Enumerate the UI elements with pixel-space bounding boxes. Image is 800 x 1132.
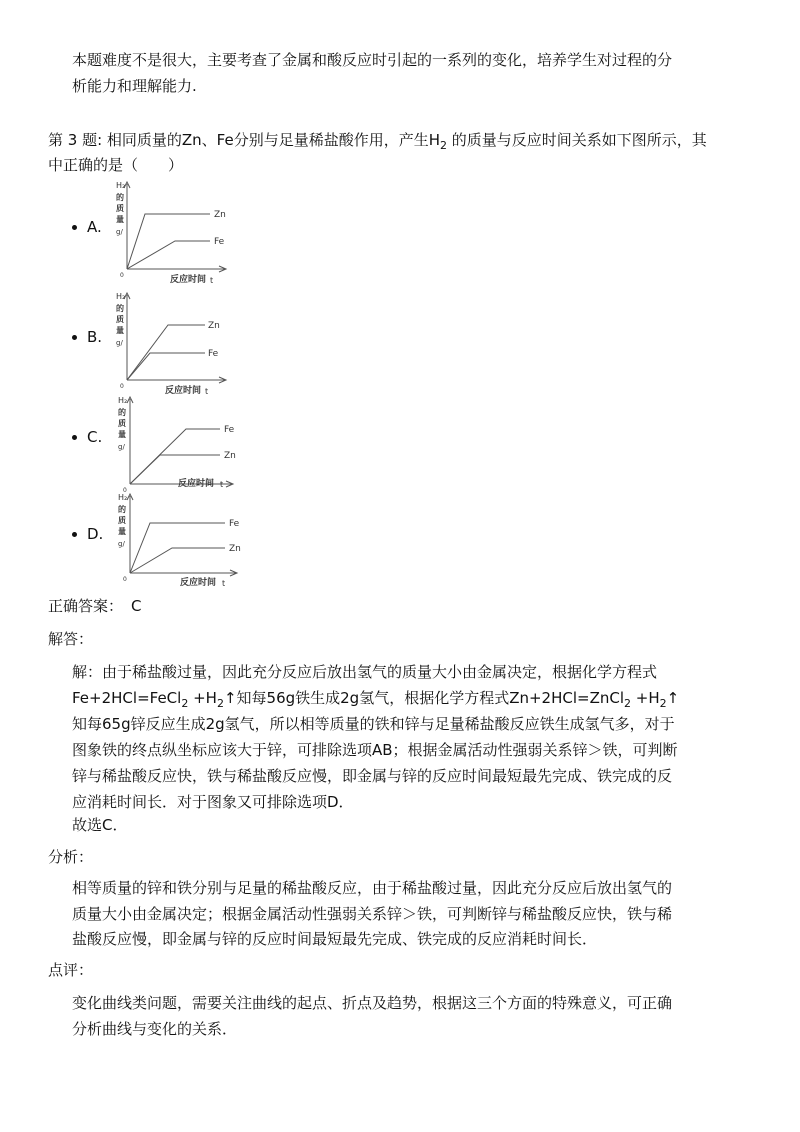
solution-line: 锌与稀盐酸反应快，铁与稀盐酸反应慢，即金属与锌的反应时间最短最先完成、铁完成的反 <box>72 767 673 785</box>
svg-text:Fe: Fe <box>224 425 235 435</box>
series-label-lower: Fe <box>214 237 225 247</box>
svg-text:的: 的 <box>118 505 126 514</box>
analysis-title: 分析： <box>48 848 94 866</box>
svg-text:量: 量 <box>116 215 124 224</box>
svg-text:量: 量 <box>116 326 124 335</box>
comment-title: 点评： <box>48 961 94 979</box>
bullet-icon <box>72 335 77 340</box>
svg-text:g/: g/ <box>116 339 123 347</box>
solution-line: 解：由于稀盐酸过量，因此充分反应后放出氢气的质量大小由金属决定，根据化学方程式 <box>72 663 658 681</box>
intro-line-2: 析能力和理解能力. <box>72 77 197 95</box>
solution-conclusion: 故选C． <box>72 816 128 834</box>
analysis-line: 质量大小由金属决定；根据金属活动性强弱关系锌＞铁，可判断锌与稀盐酸反应快，铁与稀 <box>72 905 673 923</box>
intro-line-1: 本题难度不是很大，主要考查了金属和酸反应时引起的一系列的变化，培养学生对过程的分 <box>72 51 673 69</box>
svg-text:g/: g/ <box>116 228 123 236</box>
svg-text:Zn: Zn <box>229 544 241 554</box>
svg-text:H₂: H₂ <box>116 292 126 301</box>
svg-text:0: 0 <box>123 487 127 494</box>
svg-text:反应时间: 反应时间 <box>165 386 202 396</box>
svg-text:Zn: Zn <box>224 451 236 461</box>
svg-text:0: 0 <box>120 272 124 279</box>
svg-text:质: 质 <box>118 516 126 525</box>
svg-text:H₂: H₂ <box>118 396 128 405</box>
svg-text:质: 质 <box>118 419 126 428</box>
svg-text:的: 的 <box>116 193 124 202</box>
bullet-icon <box>72 532 77 537</box>
svg-text:g/: g/ <box>118 443 125 451</box>
option-d[interactable]: D. <box>72 525 103 543</box>
solution-line: 知每65g锌反应生成2g氢气，所以相等质量的铁和锌与足量稀盐酸反应铁生成氢气多，对于 <box>72 715 675 733</box>
svg-text:t: t <box>210 276 214 285</box>
svg-text:Fe: Fe <box>229 519 240 529</box>
option-b[interactable]: B. <box>72 328 102 346</box>
svg-text:量: 量 <box>118 430 126 439</box>
solution-title: 解答： <box>48 630 94 648</box>
graph-b <box>110 287 240 397</box>
analysis-line: 盐酸反应慢，即金属与锌的反应时间最短最先完成、铁完成的反应消耗时间长． <box>72 930 598 948</box>
svg-text:的: 的 <box>116 304 124 313</box>
answer-value: C <box>131 597 142 615</box>
correct-answer: 正确答案： C <box>48 597 142 615</box>
svg-text:反应时间: 反应时间 <box>178 479 215 489</box>
graph-a <box>110 176 240 286</box>
graph-c <box>110 391 250 501</box>
option-a[interactable]: A. <box>72 218 102 236</box>
svg-text:0: 0 <box>120 383 124 390</box>
svg-text:H₂: H₂ <box>118 493 128 502</box>
series-label-upper: Zn <box>214 210 226 220</box>
question-line-2: 中正确的是（ ） <box>48 156 184 174</box>
comment-line: 分析曲线与变化的关系． <box>72 1020 238 1038</box>
option-c[interactable]: C. <box>72 428 102 446</box>
svg-text:g/: g/ <box>118 540 125 548</box>
bullet-icon <box>72 225 77 230</box>
y-axis-label-h2: H₂ <box>116 181 126 190</box>
bullet-icon <box>72 435 77 440</box>
svg-text:量: 量 <box>118 527 126 536</box>
solution-line: 应消耗时间长．对于图象又可排除选项D． <box>72 793 354 811</box>
svg-text:质: 质 <box>116 204 124 213</box>
analysis-line: 相等质量的锌和铁分别与足量的稀盐酸反应，由于稀盐酸过量，因此充分反应后放出氢气的 <box>72 879 673 897</box>
svg-text:反应时间: 反应时间 <box>180 578 217 588</box>
comment-line: 变化曲线类问题，需要关注曲线的起点、折点及趋势，根据这三个方面的特殊意义，可正确 <box>72 994 673 1012</box>
svg-text:t: t <box>220 480 224 489</box>
graph-d <box>110 488 255 588</box>
svg-text:质: 质 <box>116 315 124 324</box>
svg-text:0: 0 <box>123 576 127 583</box>
svg-text:Zn: Zn <box>208 321 220 331</box>
svg-text:Fe: Fe <box>208 349 219 359</box>
svg-text:t: t <box>205 387 209 396</box>
svg-text:的: 的 <box>118 408 126 417</box>
x-axis-label: 反应时间 <box>170 275 207 285</box>
solution-line: 图象铁的终点纵坐标应该大于锌，可排除选项AB；根据金属活动性强弱关系锌＞铁，可判断 <box>72 741 678 759</box>
question-line-1: 第 3 题: 相同质量的Zn、Fe分别与足量稀盐酸作用，产生$H_2$ 的质量与反应时间关系如下图所示，其 <box>48 131 707 152</box>
solution-line: Fe+2HCl=FeCl$_2$ $+H_2↑$知每56g铁生成2g氢气，根据化学方程式Zn+2HCl=ZnCl$_2$ $+H_2↑$ <box>72 689 680 710</box>
svg-text:t: t <box>222 579 226 588</box>
